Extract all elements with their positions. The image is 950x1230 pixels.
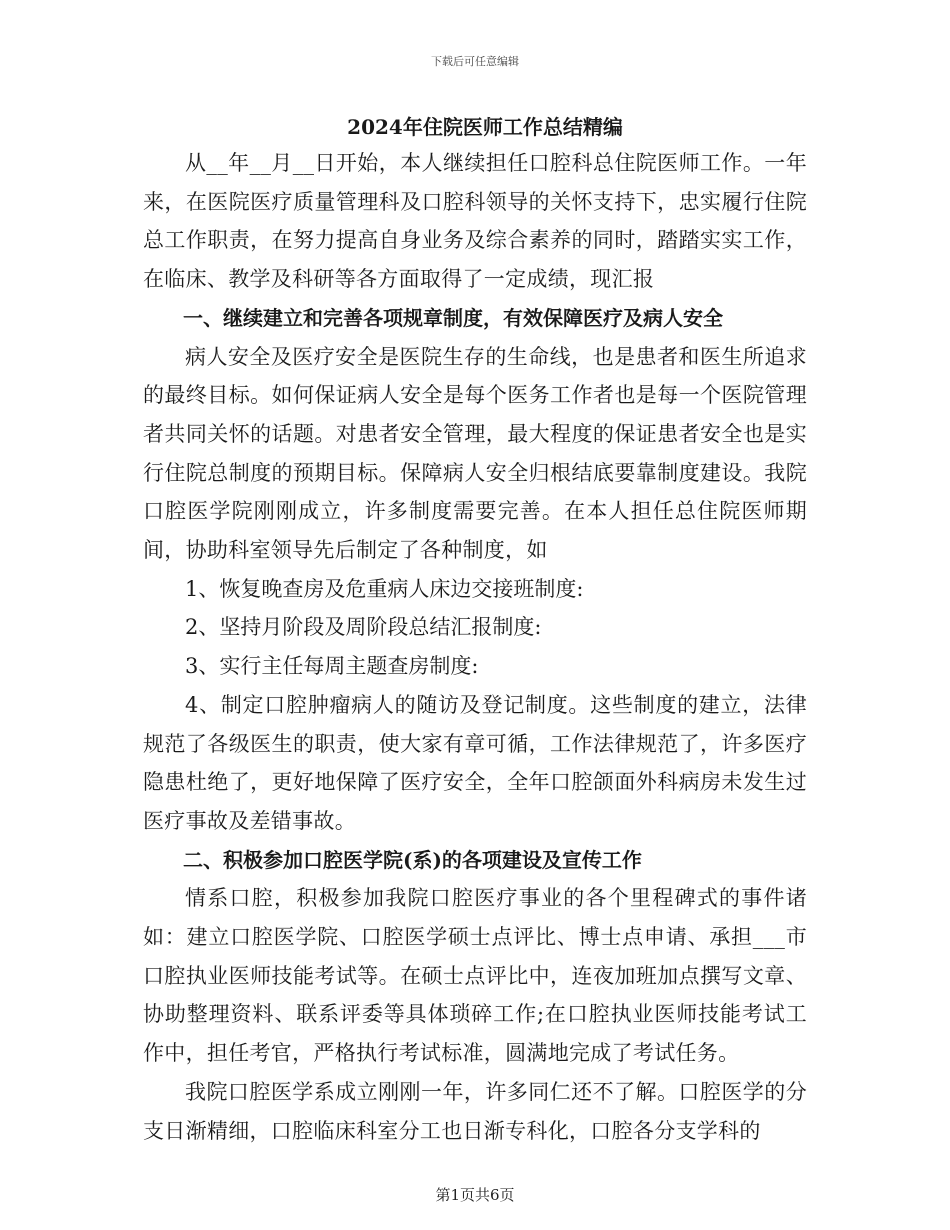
list-item-1: 1、恢复晚查房及危重病人床边交接班制度: — [185, 576, 584, 601]
section-2-paragraph-1: 情系口腔，积极参加我院口腔医疗事业的各个里程碑式的事件诸如：建立口腔医学院、口腔医学硕士点评比、博士点申请、承担___市口腔执业医师技能考试等。在硕士点评比中，连夜加班加点撰写文章、协助整理资料、联系评委等具体琐碎工作;在口腔执业医师技能考试工作中，担任考官，严格执行考试标准，圆满地完成了考试任务。 — [143, 886, 807, 1066]
section-1-heading: 一、继续建立和完善各项规章制度，有效保障医疗及病人安全 — [183, 305, 723, 330]
page-footer-number: 第1页共6页 — [435, 1186, 515, 1204]
list-item-2: 2、坚持月阶段及周阶段总结汇报制度: — [185, 615, 542, 640]
list-item-3: 3、实行主任每周主题查房制度: — [185, 654, 479, 679]
intro-paragraph: 从__年__月__日开始，本人继续担任口腔科总住院医师工作。一年来，在医院医疗质量管理科及口腔科领导的关怀支持下，忠实履行住院总工作职责，在努力提高自身业务及综合素养的同时，踏踏实实工作，在临床、教学及科研等各方面取得了一定成绩，现汇报 — [143, 151, 807, 292]
list-item-4: 4、制定口腔肿瘤病人的随访及登记制度。这些制度的建立，法律规范了各级医生的职责，使大家有章可循，工作法律规范了，许多医疗隐患杜绝了，更好地保障了医疗安全，全年口腔颌面外科病房未发生过医疗事故及差错事故。 — [143, 692, 807, 833]
section-2-paragraph-2: 我院口腔医学系成立刚刚一年，许多同仁还不了解。口腔医学的分支日渐精细，口腔临床科室分工也日渐专科化，口腔各分支学科的 — [143, 1079, 807, 1143]
document-body — [143, 112, 807, 1150]
section-1-paragraph: 病人安全及医疗安全是医院生存的生命线，也是患者和医生所追求的最终目标。如何保证病人安全是每个医务工作者也是每一个医院管理者共同关怀的话题。对患者安全管理，最大程度的保证患者安全也是实行住院总制度的预期目标。保障病人安全归根结底要靠制度建设。我院口腔医学院刚刚成立，许多制度需要完善。在本人担任总住院医师期间，协助科室领导先后制定了各种制度，如 — [143, 344, 807, 563]
document-title: 2024年住院医师工作总结精编 — [347, 115, 623, 139]
section-2-heading: 二、积极参加口腔医学院(系)的各项建设及宣传工作 — [183, 847, 642, 872]
page-header-note: 下载后可任意编辑 — [431, 55, 519, 68]
